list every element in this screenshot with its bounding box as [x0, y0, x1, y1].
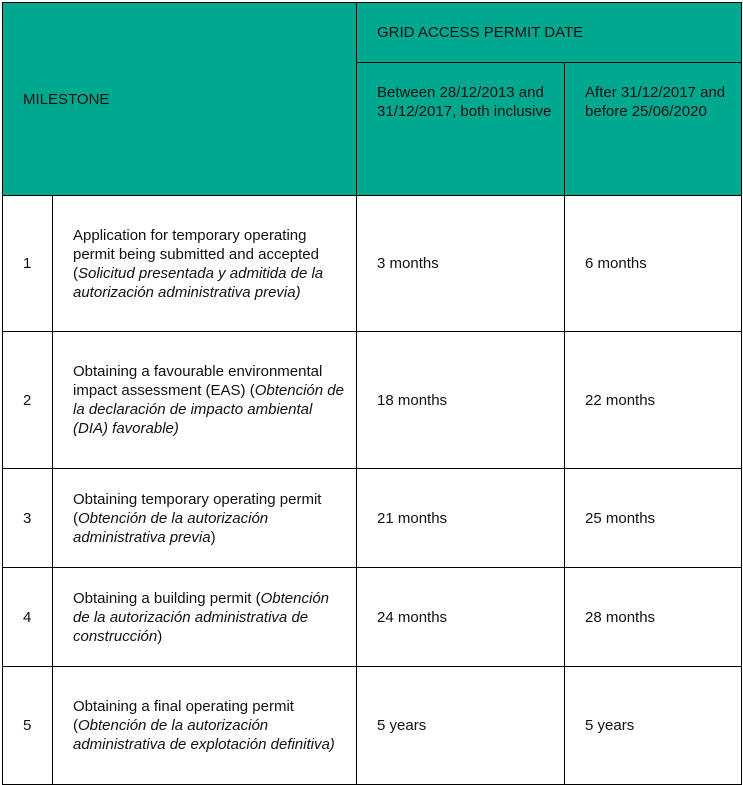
- period-a-value: 24 months: [357, 568, 565, 667]
- period-a-header: Between 28/12/2013 and 31/12/2017, both inclusive: [357, 63, 565, 196]
- description-paren-open: (: [73, 509, 78, 527]
- description-paren-close: ): [157, 627, 163, 645]
- description-paren-close: ): [210, 528, 216, 546]
- description-en: Obtaining a final operating permit: [73, 698, 294, 715]
- milestone-description: [53, 196, 357, 332]
- milestone-number: 5: [3, 667, 53, 785]
- table-row: [3, 568, 742, 667]
- milestone-number: 1: [3, 196, 53, 332]
- grid-access-header: GRID ACCESS PERMIT DATE: [357, 3, 742, 63]
- period-a-value: 5 years: [357, 667, 565, 785]
- milestone-description: [53, 469, 357, 568]
- period-b-value: 28 months: [565, 568, 742, 667]
- table-row: [3, 469, 742, 568]
- period-b-value: 22 months: [565, 332, 742, 469]
- period-a-value: 3 months: [357, 196, 565, 332]
- description-paren-open: (: [73, 717, 78, 734]
- description-en: Application for temporary operating permit being submitted and accepted: [73, 226, 319, 263]
- table-row: [3, 332, 742, 469]
- description-en: Obtaining a building permit: [73, 589, 252, 607]
- description-es: Obtención de la autorización administrativa previa: [73, 509, 269, 546]
- milestones-table: [2, 2, 742, 785]
- milestone-description: [53, 568, 357, 667]
- milestone-description: [53, 332, 357, 469]
- description-paren-open: (: [251, 589, 261, 607]
- period-b-header: After 31/12/2017 and before 25/06/2020: [565, 63, 742, 196]
- description-es: Obtención de la autorización administrativa de explotación definitiva): [73, 717, 335, 753]
- period-a-value: 21 months: [357, 469, 565, 568]
- milestone-number: 2: [3, 332, 53, 469]
- milestone-description: [53, 667, 357, 785]
- period-b-value: 25 months: [565, 469, 742, 568]
- milestone-number: 4: [3, 568, 53, 667]
- description-en: Obtaining a favourable environmental impact assessment (EAS): [73, 363, 323, 399]
- period-b-value: 6 months: [565, 196, 742, 332]
- description-es: Obtención de la autorización administrativa de construcción: [73, 589, 330, 645]
- table-row: [3, 667, 742, 785]
- header-row: [3, 3, 742, 63]
- description-en: Obtaining temporary operating permit: [73, 490, 322, 508]
- table-row: [3, 196, 742, 332]
- description-paren-open: (: [73, 264, 78, 282]
- milestone-number: 3: [3, 469, 53, 568]
- milestone-header: MILESTONE: [3, 3, 357, 196]
- period-a-value: 18 months: [357, 332, 565, 469]
- description-es: Obtención de la declaración de impacto ambiental (DIA) favorable): [73, 382, 344, 437]
- description-paren-open: (: [245, 382, 255, 399]
- period-b-value: 5 years: [565, 667, 742, 785]
- description-es: Solicitud presentada y admitida de la autorización administrativa previa): [73, 264, 324, 301]
